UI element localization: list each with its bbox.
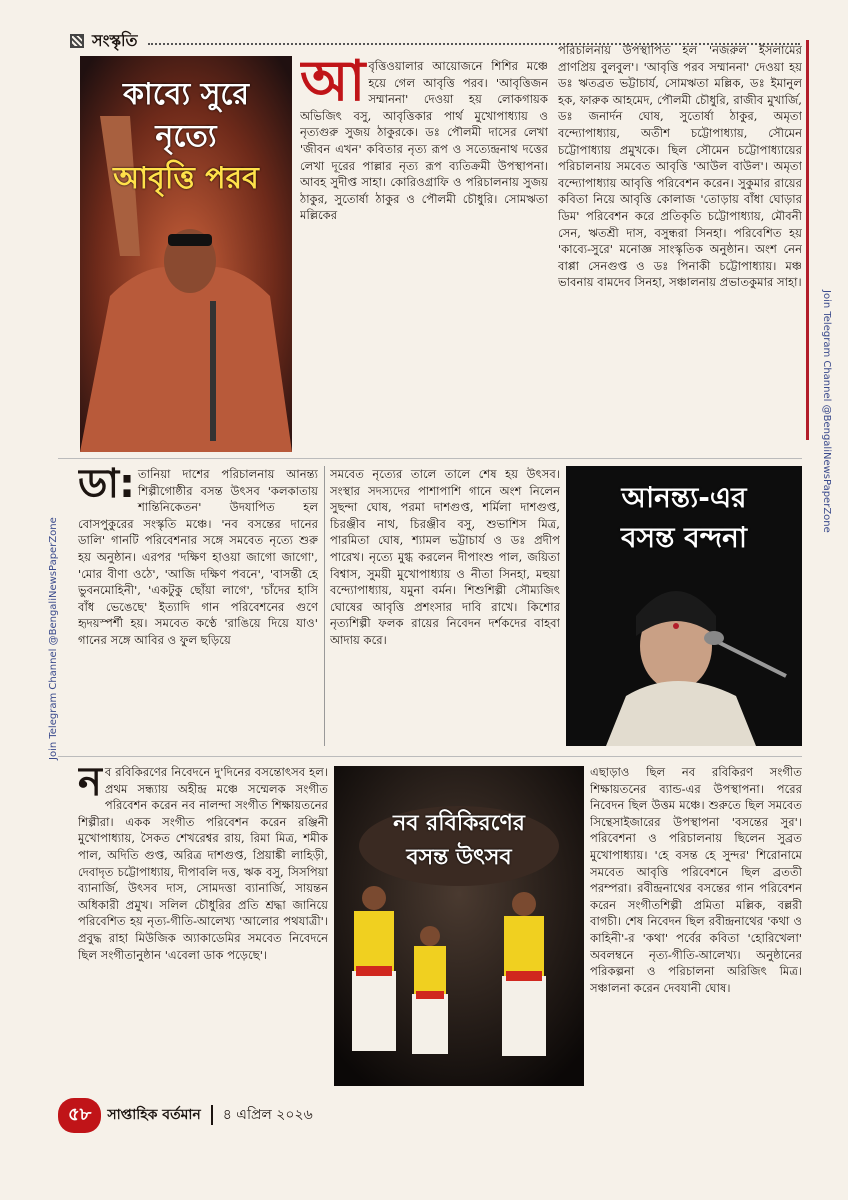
article3-column2-text: এছাড়াও ছিল নব রবিকিরণ সংগীত শিক্ষায়তনের ব্যান্ড-এর উপস্থাপনা। পরের নিবেদন ছিল উত্তম মঞ্চে। শুরুতে ছিল সমবেত সিন্থেসাইজারের উপস্থাপনা 'বসন্তের সুর'। পরিবেশনা ও পরিচালনায় ছিলেন সুব্রত মুখোপাধ্যায়। 'হে বসন্ত হে সুন্দর' শিরোনামে সমবেত আবৃত্তি পরিবেশনে ছিল ব্রততী পরম্পরা। রবীন্দ্রনাথের বসন্তের গান পরিবেশন করেন সংগীতশিল্পী প্রমিতা মল্লিক, বল্লরী বাগচী। শেষ নিবেদন ছিল রবীন্দ্রনাথের 'কথা ও কাহিনী'-র 'কথা' পর্বের কবিতা 'হোরিখেলা' অবলম্বনে নৃত্য-গীতি-আলেখ্য। অনুষ্ঠানের পরিকল্পনা ও পরিচালনা অরিজিৎ মিত্র। সঞ্চালনা করেন দেবযানী ঘোষ। bbox=[590, 765, 802, 995]
article3-dropcap: ন bbox=[78, 764, 102, 805]
article3-title-line2: বসন্ত উৎসব bbox=[406, 845, 512, 870]
article3-column2 bbox=[590, 764, 802, 1094]
article2-photo bbox=[566, 466, 802, 746]
article3-column1-text: ব রবিকিরণের নিবেদনে দু'দিনের বসন্তোৎসব হল। প্রথম সন্ধ্যায় অহীন্দ্র মঞ্চে সম্মেলক সংগীত পরিবেশন করেন নব নালন্দা সংগীত শিক্ষায়তনের শিল্পীরা। একক সংগীত পরিবেশন করেন রঞ্জিনী মুখোপাধ্যায়, সৈকত শেখরেশ্বর রায়, রিমা মিত্র, শমীক পাল, অদিতি গুপ্ত, অরিত্র দাশগুপ্ত, প্রিয়াঙ্কী লাহিড়ী, দেবাদৃত চট্টোপাধ্যায়, দীপাবলি দত্ত, ঋক বসু, সিসপিয়া ব্যানার্জি, উৎসব দাস, সোমদত্তা ব্যানার্জি, সায়ন্তন অধিকারী প্রমুখ। সলিল চৌধুরির প্রতি শ্রদ্ধা জানিয়ে পরিবেশিত হয় নৃত্য-গীতি-আলেখ্য 'আলোর পথযাত্রী'। প্রবুদ্ধ রাহা মিউজিক অ্যাকাডেমির সমবেত নিবেদনে ছিল সংগীতানুষ্ঠান 'এবেলা ডাক পড়েছে'। bbox=[78, 765, 328, 962]
article1-title-line2: নৃত্যে bbox=[155, 119, 217, 154]
article2-title-line2: বসন্ত বন্দনা bbox=[620, 521, 747, 554]
article3-photo bbox=[334, 766, 584, 1086]
article2-column2-text: সমবেত নৃত্যের তালে তালে শেষ হয় উৎসব। সংস্থার সদস্যদের পাশাপাশি গানে অংশ নিলেন সুছন্দা ঘোষ, পরমা দাশগুপ্ত, শর্মিলা দাশগুপ্ত, চিরঞ্জীব নাথ, চিরঞ্জীব বসু, শুভাশিস মিত্র, পারমিতা ঘোষ, শ্যামল ভট্টাচার্য ও ডঃ প্রদীপ পারেখ। নৃত্যে মুগ্ধ করলেন দীপাংশু পাল, জয়িতা বিশ্বাস, সুময়ী মুখোপাধ্যায় ও নীতা সিনহা, মহুয়া বন্দ্যোপাধ্যায়, যমুনা বর্মন। শিশুশিল্পী সৌম্যজিৎ ঘোষের আবৃত্তি প্রশংসার দাবি রাখে। কিশোর নৃত্যশিল্পী ফলক রায়ের নিবেদন দর্শকদের বাহবা আদায় করে। bbox=[330, 467, 560, 647]
divider-2 bbox=[58, 756, 802, 757]
page-number: ৫৮ bbox=[58, 1098, 101, 1133]
article2-column2 bbox=[330, 466, 560, 748]
magazine-name: সাপ্তাহিক বর্তমান bbox=[107, 1107, 201, 1123]
article1-photo bbox=[80, 56, 292, 452]
footer-separator bbox=[211, 1105, 213, 1125]
telegram-watermark-left: Join Telegram Channel @BengaliNewsPaperZone bbox=[48, 517, 59, 760]
article1-dropcap: আ bbox=[300, 58, 366, 114]
section-mark-icon bbox=[70, 34, 84, 48]
section-title: সংস্কৃতি bbox=[92, 30, 138, 50]
article2-title-line1: আনন্ত্য-এর bbox=[621, 481, 747, 514]
article1-column2 bbox=[558, 42, 802, 452]
telegram-watermark-right: Join Telegram Channel @BengaliNewsPaperZone bbox=[821, 290, 832, 533]
article3-title-line1: নব রবিকিরণের bbox=[393, 811, 525, 836]
article3-column1 bbox=[78, 764, 328, 1094]
article2-column1-text: তানিয়া দাশের পরিচালনায় আনন্ত্য শিল্পীগোষ্ঠীর বসন্ত উৎসব 'কলকাতায় শান্তিনিকেতন' উদযাপিত হল বোসপুকুরের সংস্কৃতি মঞ্চে। 'নব বসন্তের দানের ডালি' গানটি পরিবেশনার সঙ্গে সমবেত নৃত্যে শুরু হয় অনুষ্ঠান। এরপর 'দক্ষিণ হাওয়া জাগো জাগো', 'মোর বীণা ওঠে', 'আজি দক্ষিণ পবনে', 'বাসন্তী হে ভুবনমোহিনী', 'একটুকু ছোঁয়া লাগে', 'চাঁদের হাসি বাঁধ ভেঙেছে' ইত্যাদি গান পরিবেশনের গুণে হৃদয়স্পর্শী হয়। সমবেত কণ্ঠে 'রাঙিয়ে দিয়ে যাও' গানের সঙ্গে আবির ও ফুল ছড়িয়ে bbox=[78, 467, 318, 647]
article2-dropcap: ডা: bbox=[78, 466, 136, 507]
article1-column1 bbox=[300, 58, 548, 452]
issue-date: ৪ এপ্রিল ২০২৬ bbox=[222, 1107, 313, 1123]
page-footer bbox=[58, 1098, 313, 1132]
article1-title-line1: কাব্যে সুরে bbox=[123, 77, 249, 112]
column-divider-2 bbox=[324, 466, 325, 746]
accent-bar bbox=[806, 40, 809, 440]
article1-column2-text: পরিচালনায় উপস্থাপিত হল 'নজরুল ইসলামের প্রাণপ্রিয় বুলবুল'। 'আবৃত্তি পরব সম্মাননা' দেওয়া হয় ডঃ ঋতব্রত ভট্টাচার্য, সোমঋতা মল্লিক, ডঃ ইমানুল হক, ফারুক আহমেদ, পৌলমী চৌধুরি, রাজীব মুখার্জি, ডঃ জনার্দন ঘোষ, সুতোর্ষা ঠাকুর, অমৃতা বন্দ্যোপাধ্যায়, অতীশ চট্টোপাধ্যায়, সৌমেন চট্টোপাধ্যায় প্রমুখকে। ছিল সৌমেন চট্টোপাধ্যায়ের পরিচালনায় সমবেত আবৃত্তি 'আউল বাউল'। অমৃতা বন্দ্যোপাধ্যায় আবৃত্তি পরিবেশন করেন। সুকুমার রায়ের কবিতা নিয়ে আবৃত্তি কোলাজ 'তোড়ায় বাঁধা ঘোড়ার ডিম' পরিবেশন করে প্রতিকৃতি চট্টোপাধ্যায়, মৌবনী সেন, ঋতশ্রী দাস, বসুন্ধরা সিনহা। পরিবেশিত হয় 'কাব্যে-সুরে' মনোজ্ঞ সাংস্কৃতিক অনুষ্ঠান। অংশ নেন বাপ্পা সেনগুপ্ত ও ডঃ পিনাকী চট্টোপাধ্যায়। মঞ্চ ভাবনায় বামদেব সিনহা, সঞ্চালনায় প্রভাতকুমার সাহা। bbox=[558, 43, 802, 290]
divider-1 bbox=[58, 458, 802, 459]
article1-column1-text: বৃত্তিওয়ালার আয়োজনে শিশির মঞ্চে হয়ে গেল আবৃত্তি পরব। 'আবৃত্তিজন সম্মাননা' দেওয়া হয় লোকগায়ক অভিজিৎ বসু, আবৃত্তিকার পার্থ মুখোপাধ্যায় ও নৃত্যগুরু সুজয় ঠাকুরকে। ডঃ পৌলমী দাসের লেখা 'জীবন এখন' কবিতার নৃত্য রূপ ও সত্যেন্দ্রনাথ দত্তের লেখা দূরের পাল্লার নৃত্য রূপ ব্যতিক্রমী উপস্থাপনা। আবহ সুদীপ্ত সাহা। কোরিওগ্রাফি ও পরিচালনায় সুজয় ঠাকুর, সুতোর্ষা ঠাকুর ও পৌলমী চৌধুরি। সোমঋতা মল্লিকের bbox=[300, 59, 548, 223]
article1-title-line3: আবৃত্তি পরব bbox=[113, 161, 259, 196]
article2-column1 bbox=[78, 466, 318, 748]
